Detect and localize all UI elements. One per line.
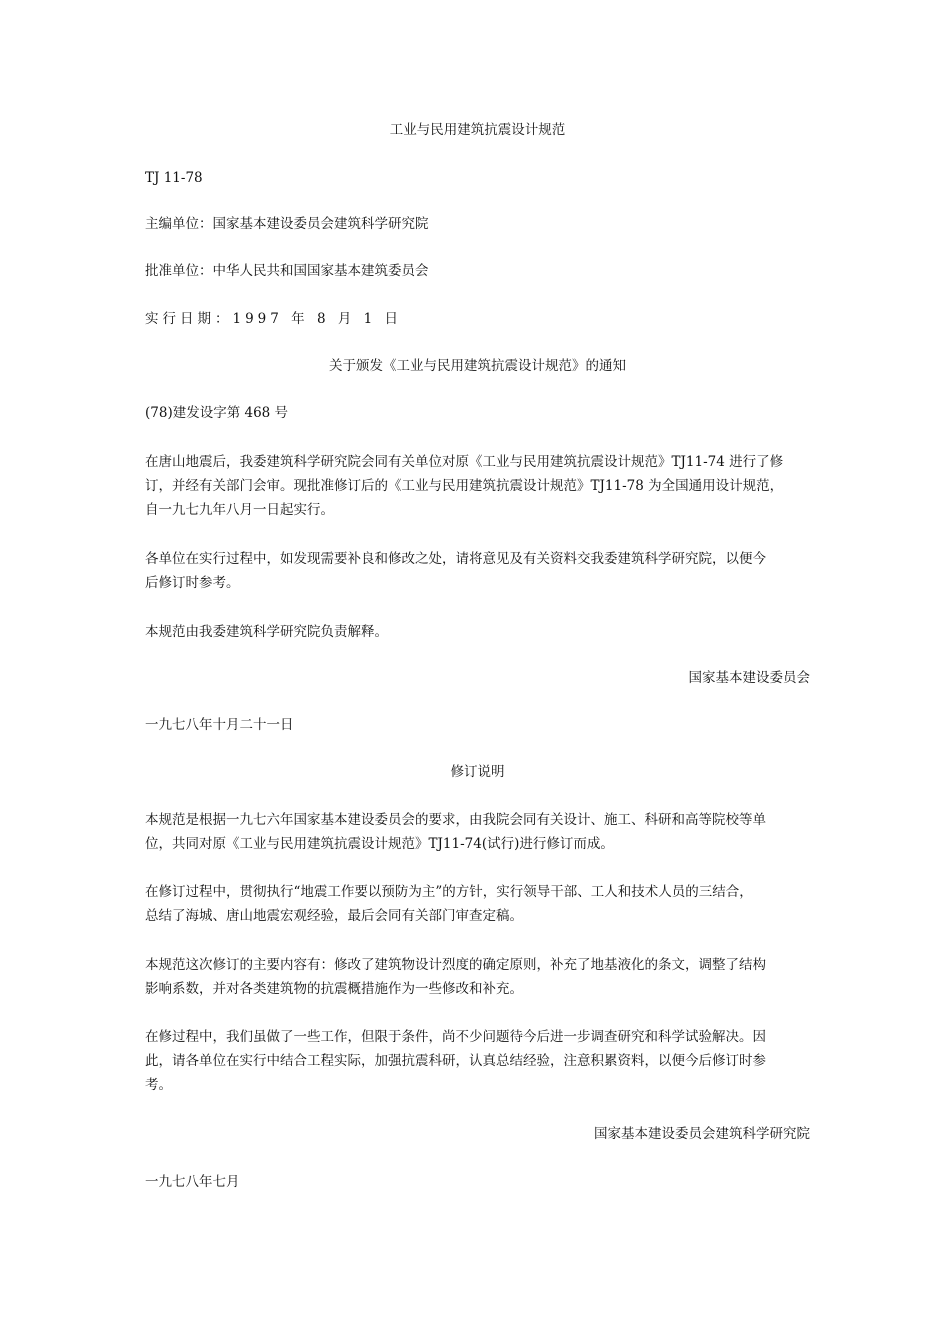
standard-code: TJ 11-78 (145, 170, 203, 186)
notice-title: 关于颁发《工业与民用建筑抗震设计规范》的通知 (329, 358, 626, 374)
revision-paragraph-1 (145, 808, 810, 856)
paragraph-line: 各单位在实行过程中，如发现需要补良和修改之处，请将意见及有关资料交我委建筑科学研究院，以便今 (145, 551, 766, 567)
revision-signature: 国家基本建设委员会建筑科学研究院 (594, 1126, 810, 1142)
approval-unit: 批准单位：中华人民共和国国家基本建筑委员会 (145, 263, 429, 279)
notice-paragraph-2 (145, 547, 810, 595)
paragraph-line: 自一九七九年八月一日起实行。 (145, 502, 334, 518)
paragraph-line: 在修过程中，我们虽做了一些工作，但限于条件，尚不少问题待今后进一步调查研究和科学试验解决。因 (145, 1029, 766, 1045)
notice-paragraph-3: 本规范由我委建筑科学研究院负责解释。 (145, 624, 388, 640)
paragraph-line: 在唐山地震后，我委建筑科学研究院会同有关单位对原《工业与民用建筑抗震设计规范》TJ11-74 进行了修 (145, 454, 784, 470)
revision-paragraph-2 (145, 880, 810, 928)
paragraph-line: 位，共同对原《工业与民用建筑抗震设计规范》TJ11-74(试行)进行修订而成。 (145, 836, 614, 852)
paragraph-line: 此，请各单位在实行中结合工程实际，加强抗震科研，认真总结经验，注意积累资料，以便今后修订时参 (145, 1053, 766, 1069)
revision-paragraph-3 (145, 953, 810, 1001)
revision-date: 一九七八年七月 (145, 1174, 240, 1190)
paragraph-line: 本规范这次修订的主要内容有：修改了建筑物设计烈度的确定原则，补充了地基液化的条文，调整了结构 (145, 957, 766, 973)
paragraph-line: 订，并经有关部门会审。现批准修订后的《工业与民用建筑抗震设计规范》TJ11-78 为全国通用设计规范， (145, 478, 784, 494)
notice-doc-number: (78)建发设字第 468 号 (145, 405, 289, 421)
document-title: 工业与民用建筑抗震设计规范 (389, 122, 566, 138)
notice-date: 一九七八年十月二十一日 (145, 717, 294, 733)
paragraph-line: 在修订过程中，贯彻执行“地震工作要以预防为主”的方针，实行领导干部、工人和技术人员的三结合， (145, 884, 753, 900)
notice-signature: 国家基本建设委员会 (688, 670, 810, 686)
paragraph-line: 考。 (145, 1077, 172, 1093)
paragraph-line: 影响系数，并对各类建筑物的抗震概措施作为一些修改和补充。 (145, 981, 523, 997)
paragraph-line: 本规范是根据一九七六年国家基本建设委员会的要求，由我院会同有关设计、施工、科研和高等院校等单 (145, 812, 766, 828)
revision-paragraph-4 (145, 1025, 810, 1097)
editor-unit: 主编单位：国家基本建设委员会建筑科学研究院 (145, 216, 429, 232)
paragraph-line: 总结了海城、唐山地震宏观经验，最后会同有关部门审查定稿。 (145, 908, 523, 924)
effective-date: 实行日期：1997 年 8 月 1 日 (145, 311, 402, 327)
paragraph-line: 后修订时参考。 (145, 575, 240, 591)
notice-paragraph-1 (145, 450, 810, 522)
revision-title: 修订说明 (450, 764, 505, 780)
